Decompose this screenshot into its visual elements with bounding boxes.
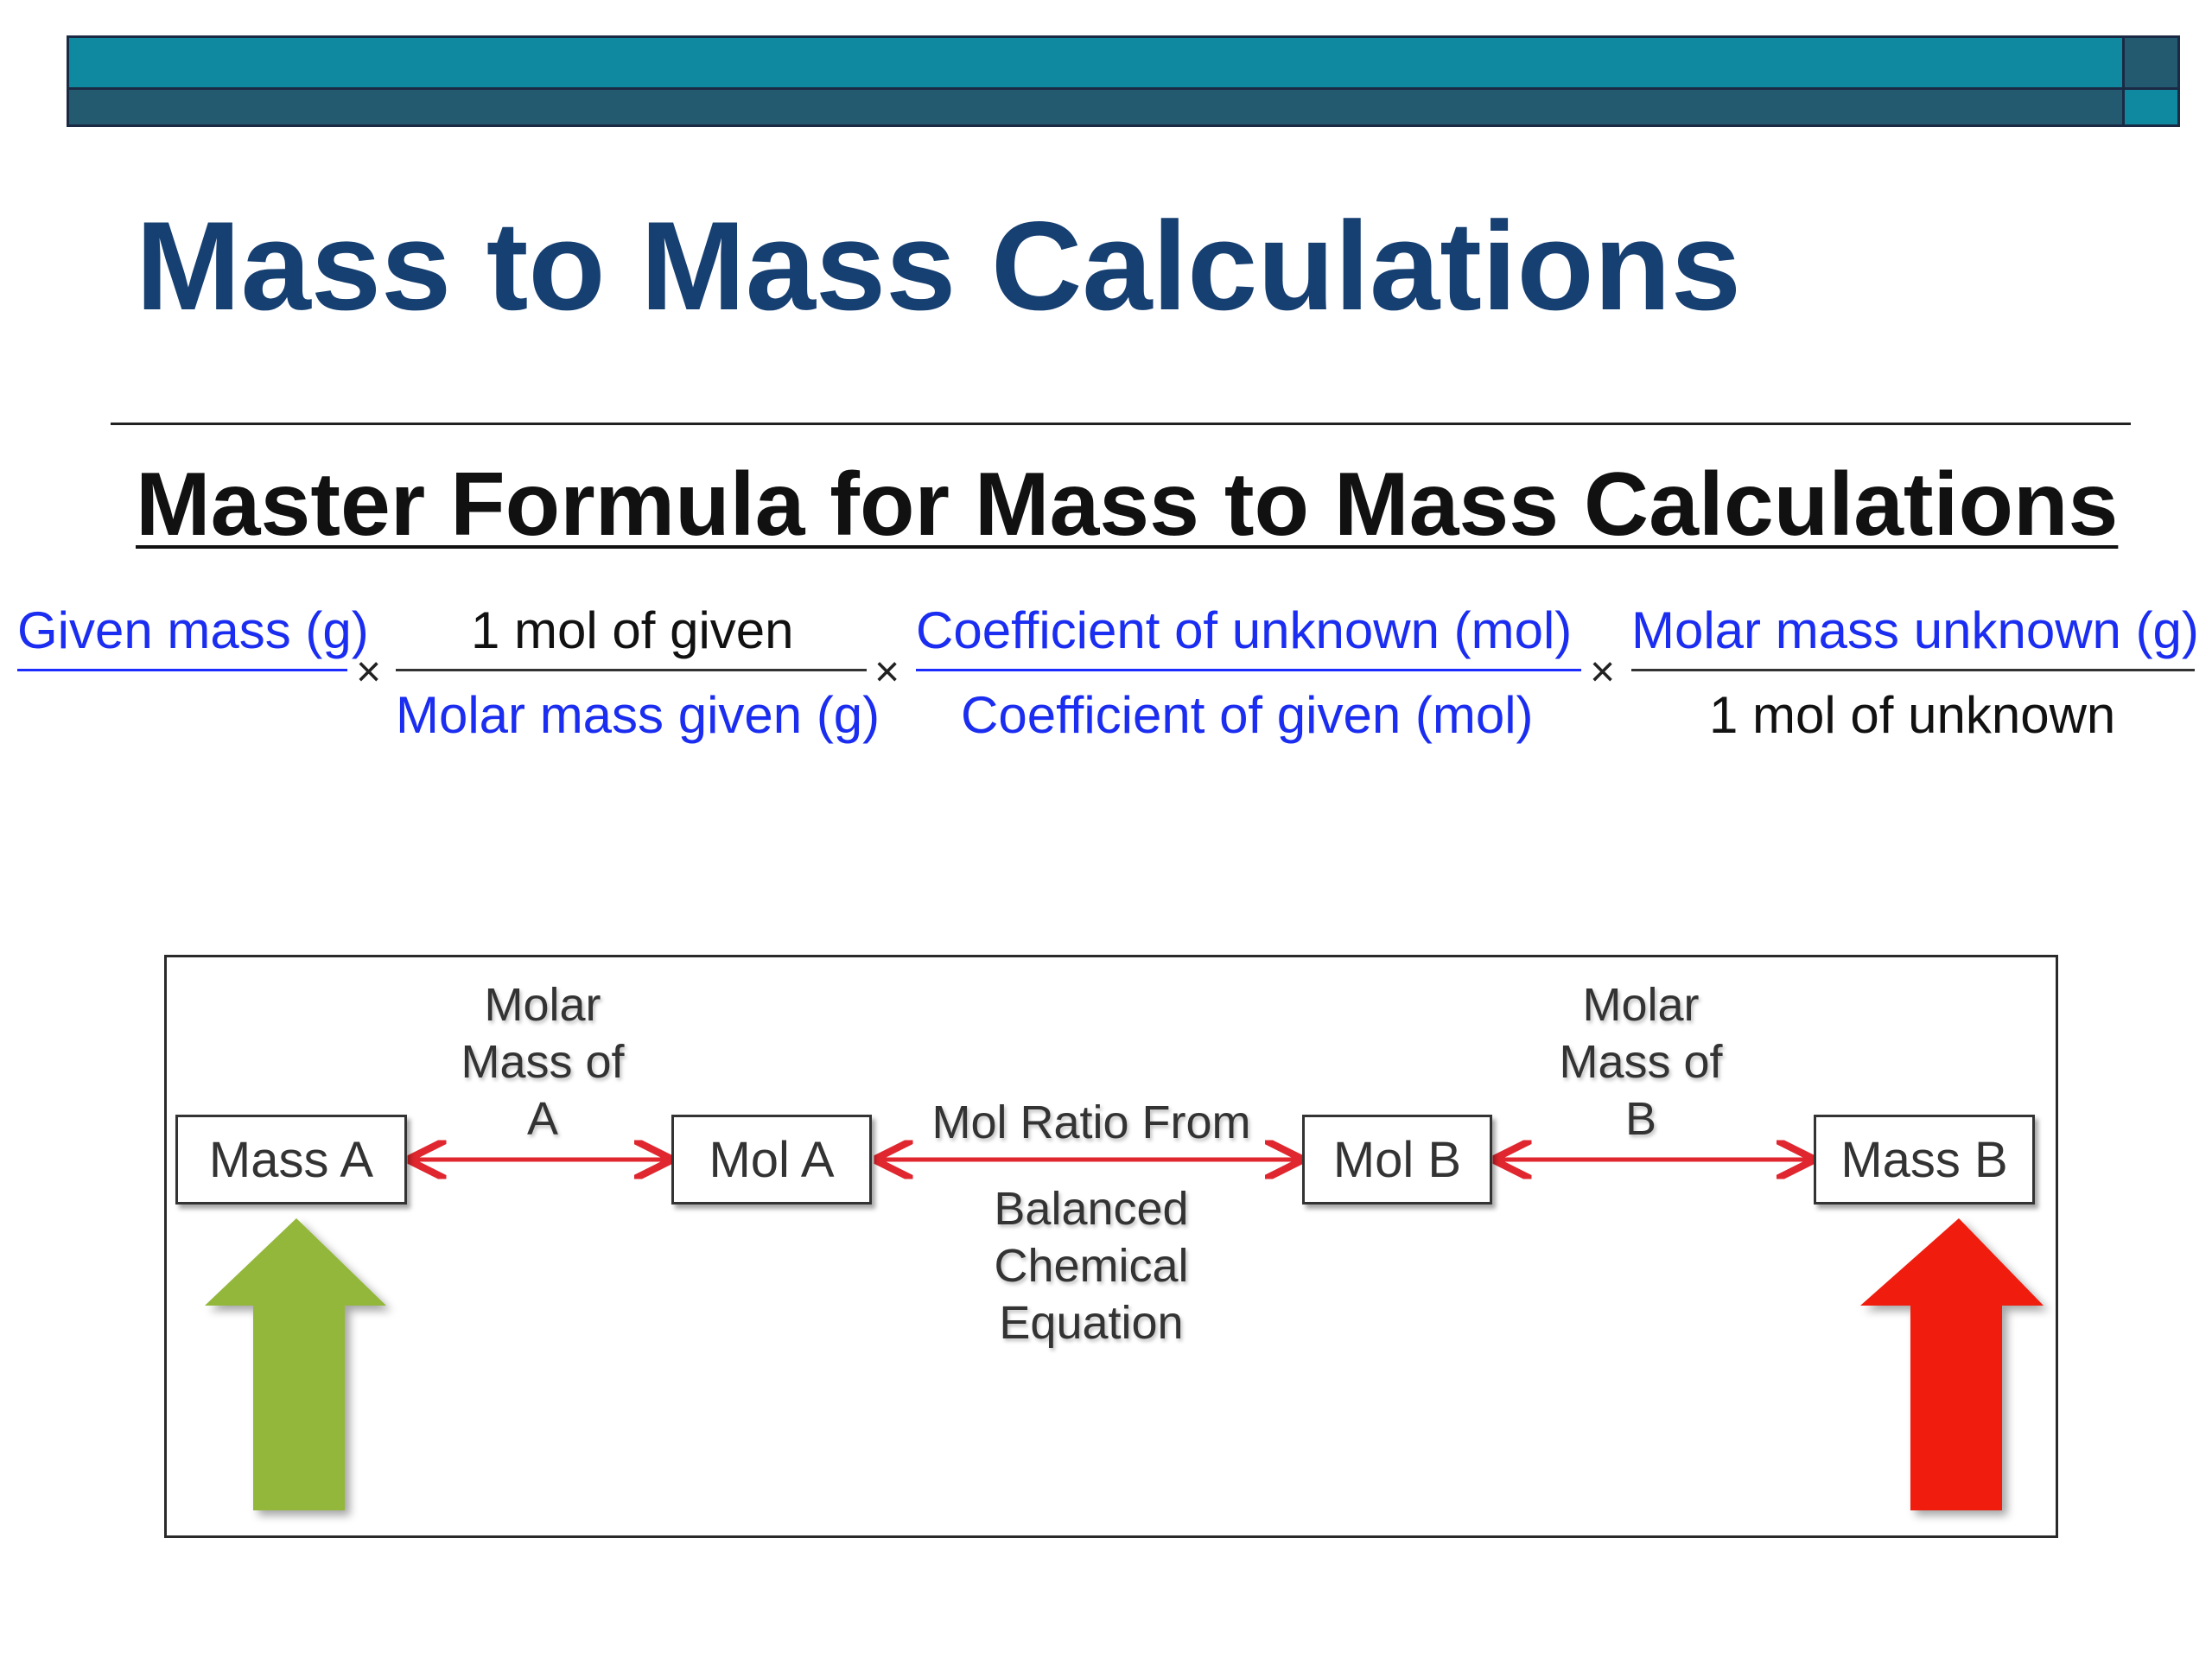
node-mol-a: Mol A — [671, 1115, 872, 1205]
node-mol-b: Mol B — [1302, 1115, 1492, 1205]
formula-times-2: × — [874, 647, 900, 696]
formula-term-1-fraction-bar — [17, 669, 347, 671]
header-bar — [67, 35, 2180, 127]
label-molar-mass-b-line-1: Molar — [1582, 979, 1700, 1031]
label-molar-mass-b-line-2: Mass of — [1559, 1036, 1723, 1088]
formula-term-3-fraction-bar — [916, 669, 1581, 671]
label-mol-ratio-bottom — [962, 1180, 1221, 1351]
formula-term-4-denominator: 1 mol of unknown — [1709, 686, 2116, 744]
label-mol-ratio-line-2: Chemical — [994, 1240, 1189, 1292]
slide-subtitle: Master Formula for Mass to Mass Calculations — [136, 454, 2119, 555]
label-molar-mass-b — [1546, 976, 1736, 1147]
formula-times-1: × — [356, 647, 382, 696]
label-molar-mass-b-line-3: B — [1624, 1093, 1657, 1145]
formula-term-1-numerator: Given mass (g) — [17, 601, 369, 659]
red-up-arrow-icon — [1860, 1218, 2044, 1510]
formula-term-2-denominator: Molar mass given (g) — [396, 686, 880, 744]
label-mol-ratio-line-1: Balanced — [994, 1183, 1189, 1235]
mass-to-mass-diagram — [164, 955, 2058, 1538]
label-molar-mass-a — [452, 976, 633, 1147]
node-mass-b: Mass B — [1814, 1115, 2035, 1205]
green-up-arrow-icon — [205, 1218, 386, 1510]
formula-term-3-denominator: Coefficient of given (mol) — [961, 686, 1534, 744]
label-mol-ratio-top: Mol Ratio From — [931, 1096, 1251, 1148]
formula-term-4-fraction-bar — [1631, 669, 2195, 671]
header-bar-lower-stripe — [69, 87, 2177, 124]
formula-term-4-numerator: Molar mass unknown (g) — [1631, 601, 2199, 659]
master-formula — [0, 596, 2212, 760]
label-molar-mass-a-line-3: A — [526, 1093, 559, 1145]
header-bar-end-cap-lower — [2125, 87, 2177, 124]
formula-term-2-numerator: 1 mol of given — [471, 601, 794, 659]
node-mass-a: Mass A — [175, 1115, 407, 1205]
formula-term-3-numerator: Coefficient of unknown (mol) — [916, 601, 1573, 659]
label-molar-mass-a-line-2: Mass of — [461, 1036, 625, 1088]
slide-title: Mass to Mass Calculations — [136, 195, 1742, 336]
formula-term-2-fraction-bar — [396, 669, 867, 671]
label-molar-mass-a-line-1: Molar — [484, 979, 601, 1031]
header-bar-end-cap — [2122, 38, 2177, 124]
label-mol-ratio-line-3: Equation — [999, 1297, 1184, 1349]
formula-times-3: × — [1590, 647, 1616, 696]
title-divider — [111, 423, 2131, 425]
